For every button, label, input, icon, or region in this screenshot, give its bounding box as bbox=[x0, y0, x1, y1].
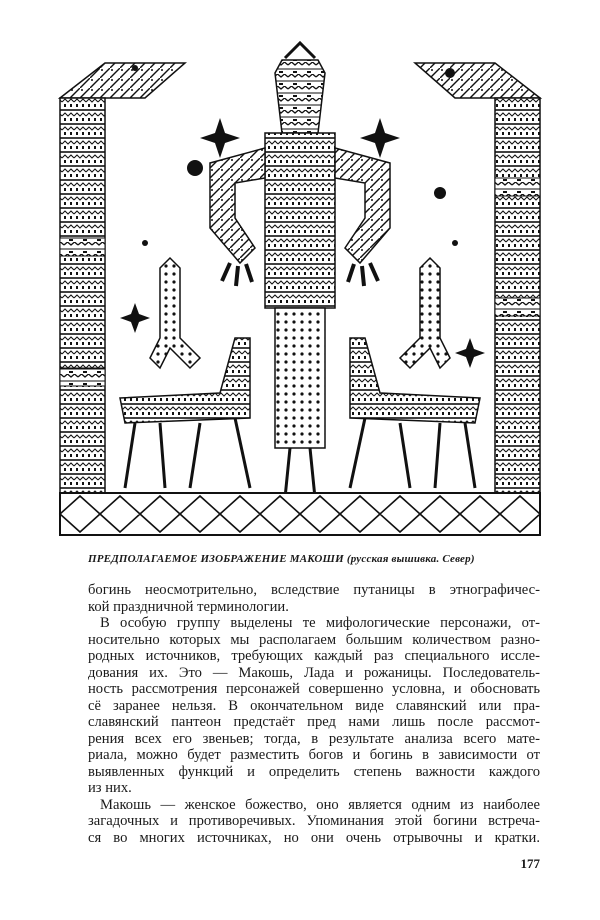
right-rider-and-horse bbox=[350, 258, 480, 488]
text-line: загадочных и противоречивых. Упоминания этой богини встреча- bbox=[88, 813, 540, 829]
body-text bbox=[88, 582, 540, 846]
text-line: В особую группу выделены те мифологические персонажи, от- bbox=[100, 615, 540, 631]
text-line: ся во многих источниках, но они очень отрывочны и кратки. bbox=[88, 829, 540, 846]
text-line: родных источников, требующих каждый раз специального иссле- bbox=[88, 648, 540, 664]
bottom-ornament-band bbox=[60, 493, 540, 535]
text-line: риала, можно будет разместить богов и богинь в зависимости от bbox=[88, 747, 540, 763]
text-line: богинь неосмотрительно, вследствие путаницы в этнографичес- bbox=[88, 582, 540, 598]
text-line: Макошь — женское божество, оно является одним из наиболее bbox=[100, 796, 540, 813]
text-line: сё заранее нельзя. В окончательном виде славянский или пра- bbox=[88, 697, 540, 714]
text-line: кой праздничной терминологии. bbox=[88, 598, 289, 615]
caption-title: ПРЕДПОЛАГАЕМОЕ ИЗОБРАЖЕНИЕ МАКОШИ bbox=[88, 553, 344, 565]
text-line: славянский пантеон предстаёт пред нами лишь после рассмот- bbox=[88, 714, 540, 730]
text-line: рения всех его звеньев; тогда, в результате анализа всего мате- bbox=[88, 730, 540, 747]
text-line: выявленных функций и определить степень важности каждого bbox=[88, 763, 540, 780]
embroidery-illustration bbox=[50, 38, 550, 543]
text-line: из них. bbox=[88, 780, 132, 796]
page-number: 177 bbox=[520, 856, 540, 871]
text-line: ность рассмотрения персонажей совершенно условна, и обосновать bbox=[88, 681, 540, 697]
figure-caption bbox=[88, 553, 475, 565]
left-rider-and-horse bbox=[120, 258, 250, 488]
caption-note: (русская вышивка. Север) bbox=[346, 553, 475, 565]
text-line: дования их. Это — Макошь, Лада и рожаницы. Последователь- bbox=[88, 664, 540, 681]
text-line: носительно которых мы располагаем большим количеством разно- bbox=[88, 631, 540, 648]
